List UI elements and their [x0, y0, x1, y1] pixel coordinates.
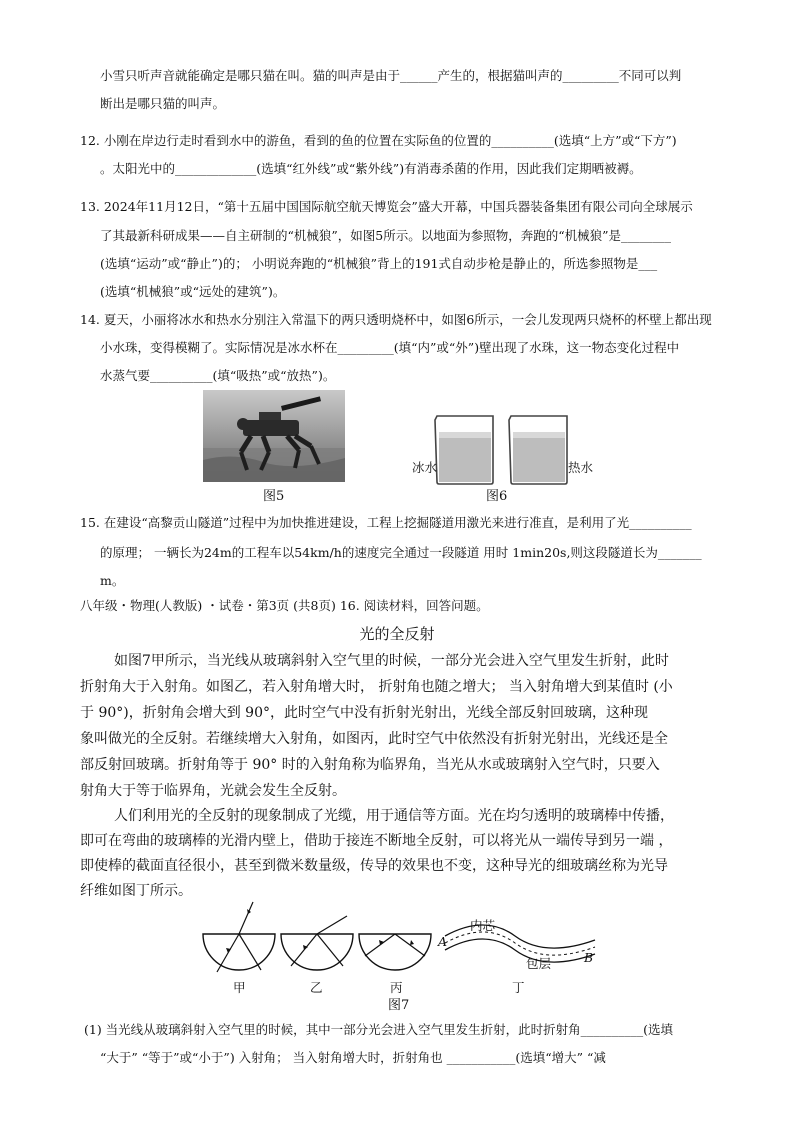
- q12-line: 。太阳光中的_____________(选填“红外线”或“紫外线”)有消毒杀菌的作用，因此我们定期晒被褥。: [100, 161, 642, 176]
- article-line: 纤维如图丁所示。: [80, 883, 192, 899]
- figure-7-label-ding: 丁: [512, 980, 525, 995]
- figure-5-photo: [203, 390, 345, 482]
- q11-line: 小雪只听声音就能确定是哪只猫在叫。猫的叫声是由于______产生的，根据猫叫声的_________不同可以判: [100, 68, 682, 83]
- cold-water-label: 冰水: [412, 460, 438, 475]
- page-footer: 八年级・物理(人教版) ・试卷・第3页 (共8页) 16. 阅读材料，回答问题。: [80, 598, 489, 613]
- q14-line: 14. 夏天，小丽将冰水和热水分别注入常温下的两只透明烧杯中，如图6所示，一会儿发现两只烧杯的杯壁上都出现: [80, 312, 712, 327]
- q14-line: 小水珠，变得模糊了。实际情况是冰水杯在_________(填“内”或“外”)壁出现了水珠，这一物态变化过程中: [100, 340, 680, 355]
- article-line: 射角大于等于临界角，光就会发生全反射。: [80, 783, 346, 799]
- article-line: 部反射回玻璃。折射角等于 90° 时的入射角称为临界角，当光从水或玻璃射入空气时，只要入: [80, 757, 660, 773]
- figure-7-label-yi: 乙: [310, 980, 323, 995]
- fiber-cladding-label: 包层: [526, 956, 552, 971]
- q11-line: 断出是哪只猫的叫声。: [100, 96, 226, 111]
- figure-7-label-jia: 甲: [233, 980, 246, 995]
- q15-line: 的原理； 一辆长为24m的工程车以54km/h的速度完全通过一段隧道 用时 1min20s,则这段隧道长为_______: [100, 545, 702, 560]
- fiber-end-b-label: B: [584, 950, 594, 965]
- article-line: 如图7甲所示，当光线从玻璃斜射入空气里的时候，一部分光会进入空气里发生折射，此时: [114, 653, 669, 669]
- q14-line: 水蒸气要__________(填“吸热”或“放热”)。: [100, 368, 336, 383]
- fiber-end-a-label: A: [438, 934, 448, 949]
- q13-line: (选填“机械狼”或“远处的建筑”)。: [100, 284, 286, 299]
- article-line: 折射角大于入射角。如图乙，若入射角增大时， 折射角也随之增大； 当入射角增大到某值时 (小: [80, 679, 673, 695]
- article-line: 于 90°)，折射角会增大到 90°，此时空气中没有折射光射出，光线全部反射回玻璃，这种现: [80, 705, 648, 721]
- q15-line: m。: [100, 573, 125, 588]
- hot-water-label: 热水: [568, 460, 594, 475]
- article-line: 人们利用光的全反射的现象制成了光缆，用于通信等方面。光在均匀透明的玻璃棒中传播，: [114, 808, 674, 824]
- article-line: 象叫做光的全反射。若继续增大入射角，如图丙，此时空气中依然没有折射光射出，光线还是全: [80, 731, 668, 747]
- q12-line: 12. 小刚在岸边行走时看到水中的游鱼，看到的鱼的位置在实际鱼的位置的__________(选填“上方”或“下方”): [80, 133, 677, 148]
- fiber-core-label: 内芯: [470, 918, 496, 933]
- article-line: 即可在弯曲的玻璃棒的光滑内壁上，借助于接连不断地全反射，可以将光从一端传导到另一端 ，: [80, 833, 673, 849]
- q16-1-line: “大于” “等于”或“小于”) 入射角； 当入射角增大时，折射角也 ___________(选填“增大” “减: [100, 1050, 606, 1065]
- q13-line: 13. 2024年11月12日，“第十五届中国国际航空航天博览会”盛大开幕，中国兵器装备集团有限公司向全球展示: [80, 199, 693, 214]
- article-line: 即使棒的截面直径很小，甚至到微米数量级，传导的效果也不变，这种导光的细玻璃丝称为光导: [80, 858, 668, 874]
- q13-line: (选填“运动”或“静止”)的； 小明说奔跑的“机械狼”背上的191式自动步枪是静止的，所选参照物是___: [100, 256, 658, 271]
- figure-5-caption: 图5: [263, 489, 285, 504]
- q16-1-line: (1) 当光线从玻璃斜射入空气里的时候，其中一部分光会进入空气里发生折射，此时折射角__________(选填: [84, 1022, 674, 1037]
- figure-7-diagram: [195, 896, 605, 992]
- figure-7-label-bing: 丙: [390, 980, 403, 995]
- figure-7-caption: 图7: [388, 998, 410, 1013]
- figure-6-caption: 图6: [486, 489, 508, 504]
- q13-line: 了其最新科研成果——自主研制的“机械狼”，如图5所示。以地面为参照物，奔跑的“机械狼”是________: [100, 228, 672, 243]
- q15-line: 15. 在建设“高黎贡山隧道”过程中为加快推进建设，工程上挖掘隧道用激光来进行准直，是利用了光__________: [80, 515, 692, 530]
- article-title: 光的全反射: [359, 625, 435, 643]
